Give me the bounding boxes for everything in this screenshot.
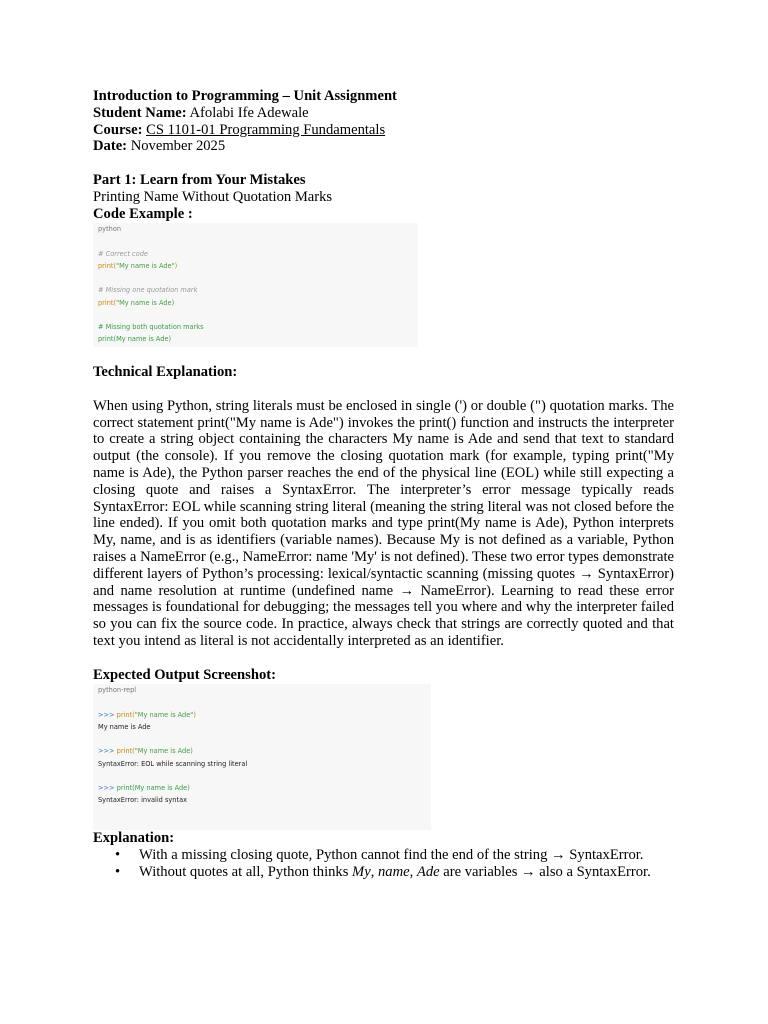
course-label: Course: xyxy=(93,121,143,138)
course-line xyxy=(93,122,674,139)
student-label: Student Name: xyxy=(93,104,187,121)
date-label: Date: xyxy=(93,138,128,155)
explanation-heading: Explanation: xyxy=(93,830,175,847)
code-comment-missing-both: # Missing both quotation marks xyxy=(98,323,204,331)
repl-output-eol-error: SyntaxError: EOL while scanning string literal xyxy=(98,759,248,768)
part1-heading: Part 1: Learn from Your Mistakes xyxy=(93,171,306,188)
date-line xyxy=(93,138,674,155)
code-example-block xyxy=(93,223,418,347)
code-example-label: Code Example : xyxy=(93,205,193,222)
code-line-correct: print("My name is Ade") xyxy=(98,261,178,270)
list-item: • With a missing closing quote, Python cannot find the end of the string → SyntaxError. xyxy=(115,847,644,864)
repl-output-invalid-syntax: SyntaxError: invalid syntax xyxy=(98,796,188,805)
code-line-missing-one: print("My name is Ade) xyxy=(98,298,175,307)
part1-subheading: Printing Name Without Quotation Marks xyxy=(93,188,333,205)
repl-output-block xyxy=(93,684,431,830)
technical-explanation-heading: Technical Explanation: xyxy=(93,364,238,381)
bullet-icon: • xyxy=(115,863,121,880)
bullet-icon: • xyxy=(115,847,121,864)
repl-line-correct: >>> print("My name is Ade") xyxy=(98,710,196,719)
repl-lang-label: python-repl xyxy=(98,686,137,695)
code-line-missing-both: print(My name is Ade) xyxy=(98,335,172,344)
code-lang-label: python xyxy=(98,225,122,234)
student-name: Afolabi Ife Adewale xyxy=(189,104,309,121)
explanation-list xyxy=(93,847,674,881)
date-value: November 2025 xyxy=(130,138,226,155)
technical-explanation-paragraph: When using Python, string literals must be enclosed in single (') or double (") quotation marks. The correct statement print("My name is Ade") invokes the print() function and instructs the interpreter to create a string object containing the characters My name is Ade and send that text to standard output (the console). If you remove the closing quotation mark (for example, typing print("My name is Ade), the Python parser reaches the end of the physical line (EOL) while still expecting a closing quote and raises a SyntaxError. The interpreter’s error message typically reads SyntaxError: EOL while scanning string literal (meaning the string literal was not closed before the line ended). If you omit both quotation marks and type print(My name is Ade), Python interprets My, name, and is as identifiers (variable names). Because My is not defined as a variable, Python raises a NameError (e.g., NameError: name 'My' is not defined). These two error types demonstrate different layers of Python’s processing: lexical/syntactic scanning (missing quotes → SyntaxError) and name resolution at runtime (undefined name → NameError). Learning to read these error messages is foundational for debugging; the messages tell you where and why the interpreter failed so you can fix the source code. In practice, always check that strings are correctly quoted and that text you intend as literal is not accidentally interpreted as an identifier. xyxy=(93,397,674,649)
repl-line-missing-one: >>> print("My name is Ade) xyxy=(98,747,193,756)
document-page xyxy=(93,88,674,881)
student-name-line xyxy=(93,105,674,122)
repl-output-correct: My name is Ade xyxy=(98,722,151,731)
course-name: CS 1101-01 Programming Fundamentals xyxy=(146,121,386,138)
code-comment-missing-one: # Missing one quotation mark xyxy=(98,286,198,295)
code-comment-correct: # Correct code xyxy=(98,249,148,258)
list-item: • Without quotes at all, Python thinks My, name, Ade are variables → also a SyntaxError. xyxy=(115,863,651,880)
expected-output-heading: Expected Output Screenshot: xyxy=(93,666,276,683)
repl-line-missing-both: >>> print(My name is Ade) xyxy=(98,783,190,792)
document-title: Introduction to Programming – Unit Assignment xyxy=(93,88,397,104)
